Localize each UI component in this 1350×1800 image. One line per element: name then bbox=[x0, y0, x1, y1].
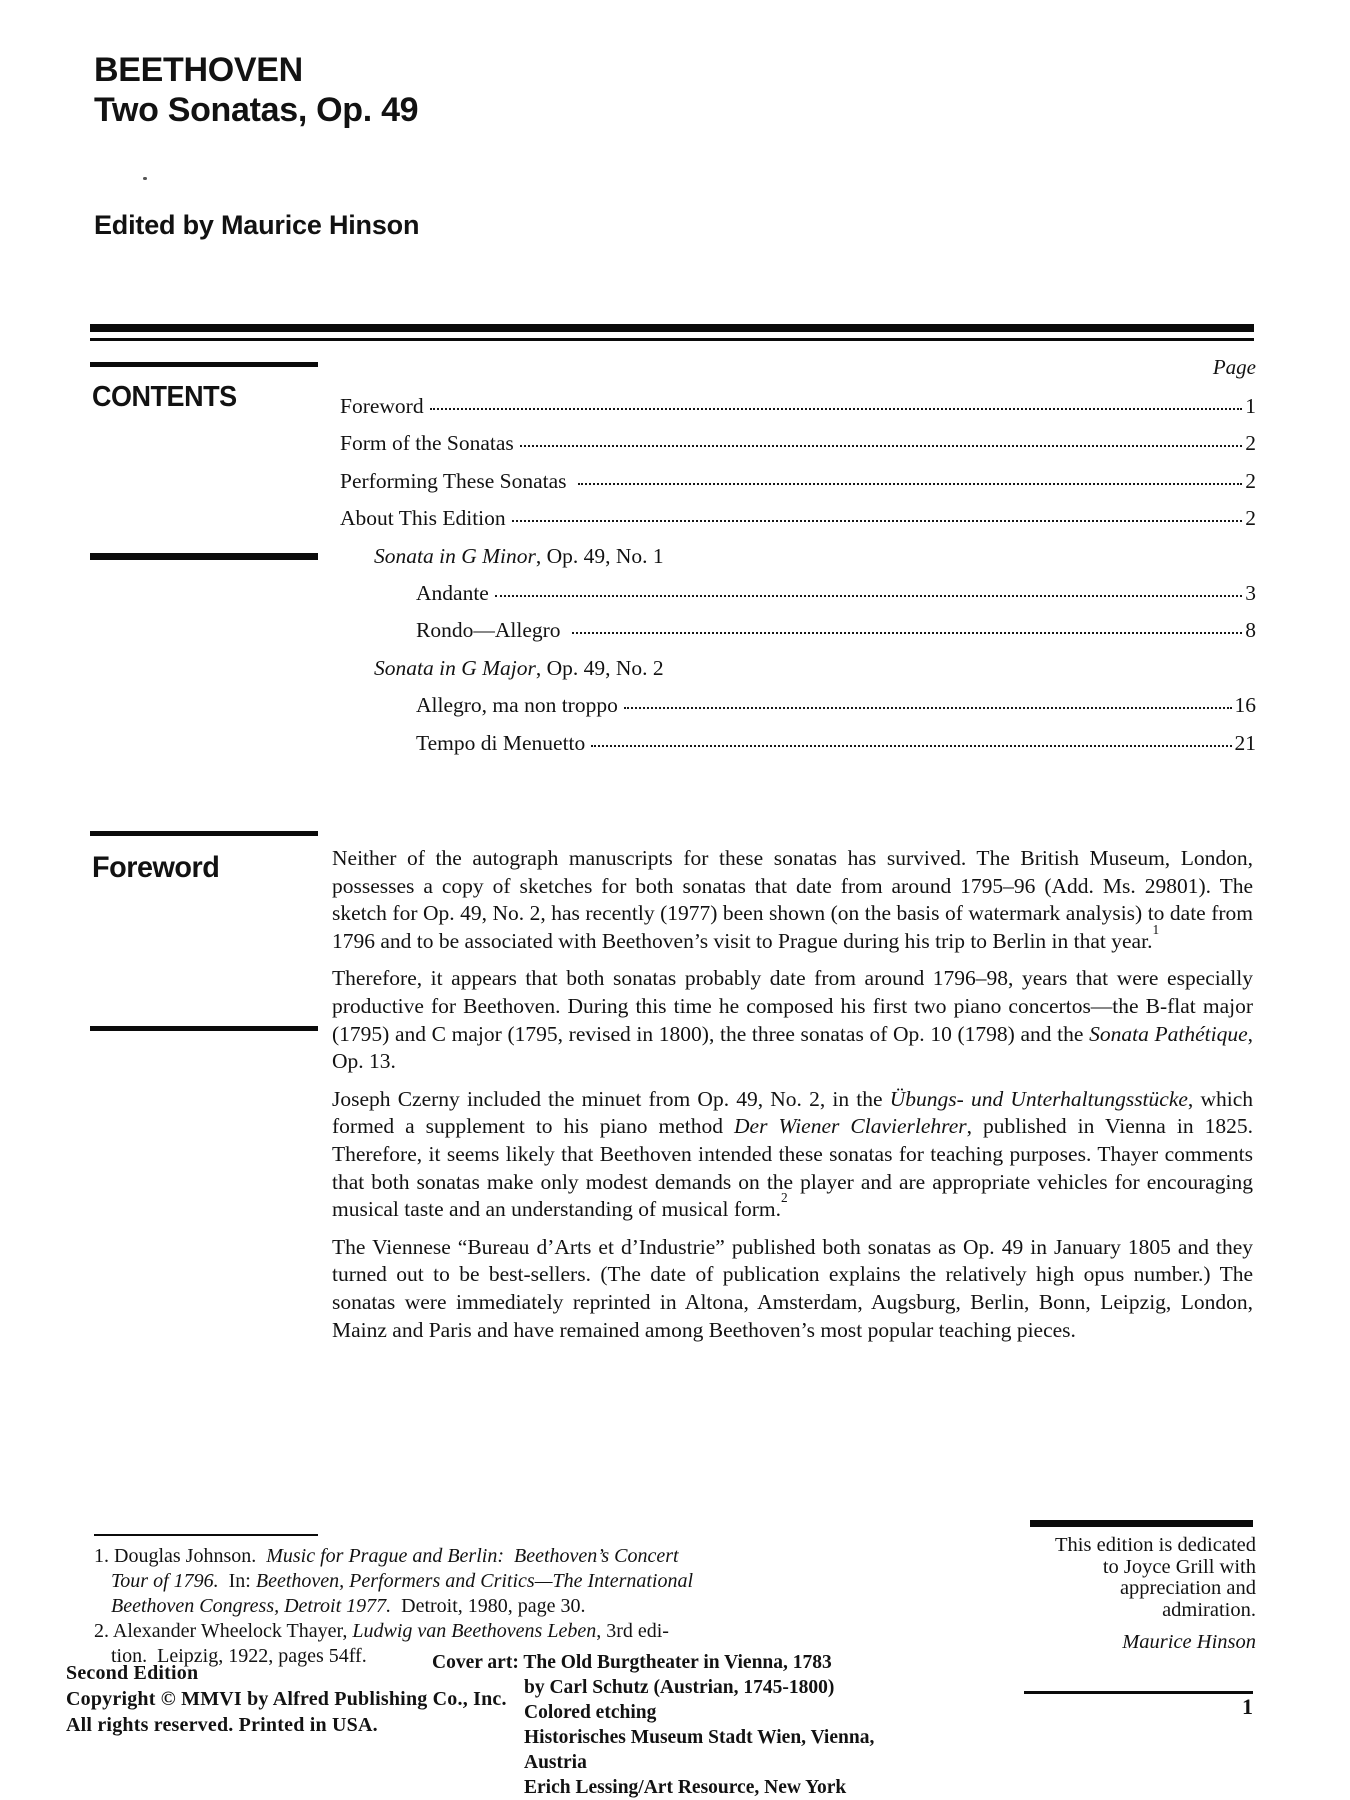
foreword-heading: Foreword bbox=[92, 851, 220, 884]
footnote-rule bbox=[94, 1534, 318, 1536]
toc-entry-work-title: Sonata in G Major bbox=[374, 655, 536, 680]
dot-leader bbox=[512, 520, 1243, 522]
cover-art-line: Colored etching bbox=[524, 1702, 657, 1723]
dedication-line: to Joyce Grill with bbox=[1102, 1555, 1256, 1578]
footnote-line bbox=[94, 1544, 679, 1569]
foreword-paragraph bbox=[332, 845, 1253, 955]
toc-entry-page: 21 bbox=[1234, 730, 1256, 755]
text-segment: Joseph Czerny included the minuet from Op. 49, No. 2, in the bbox=[332, 1086, 890, 1111]
text-segment: The Viennese “Bureau d’Arts et d’Industrie” published both sonatas as Op. 49 in January 1805 and they turned out to be best-sellers. (The date of publication explains the relatively high opus number.) The sonatas were immediately reprinted in Altona, Amsterdam, Augsburg, Berlin, Bonn, Leipzig, London, Mainz and Paris and have remained among Beethoven’s most popular teaching pieces. bbox=[332, 1234, 1253, 1342]
imprint-edition: Second Edition bbox=[66, 1662, 199, 1684]
title-line-2: Two Sonatas, Op. 49 bbox=[94, 91, 419, 129]
dedication-line: appreciation and bbox=[1119, 1577, 1256, 1599]
toc-entry-work-title: Sonata in G Minor bbox=[374, 543, 536, 568]
cover-art-line: Erich Lessing/Art Resource, New York bbox=[524, 1777, 847, 1798]
toc-entry-page: 8 bbox=[1245, 618, 1256, 643]
toc-entry bbox=[340, 573, 1256, 610]
dot-leader bbox=[495, 595, 1242, 597]
toc-entry bbox=[340, 610, 1256, 647]
text-segment: Tour of 1796. bbox=[111, 1570, 219, 1592]
dot-leader bbox=[578, 483, 1242, 485]
text-segment: Beethoven Congress, Detroit 1977. bbox=[111, 1595, 392, 1617]
contents-heading: CONTENTS bbox=[92, 381, 237, 413]
footnote-line bbox=[94, 1594, 654, 1619]
foreword-rule-bottom bbox=[90, 1026, 318, 1031]
toc-entry bbox=[340, 498, 1256, 535]
text-segment: In: bbox=[218, 1570, 256, 1592]
toc-entry-label: Rondo—Allegro bbox=[416, 618, 566, 643]
toc-entry-page: 2 bbox=[1245, 468, 1256, 493]
text-segment: Neither of the autograph manuscripts for these sonatas has survived. The British Museum, London, possesses a copy of sketches for both sonatas that date from around 1795–96 (Add. Ms. 29801). The sketch for Op. 49, No. 2, has recently (1977) been shown (on the basis of watermark analysis) to date from 1796 and to be associated with Beethoven’s visit to Prague during his trip to Berlin in that year. bbox=[332, 846, 1253, 953]
toc-entry-label: Allegro, ma non troppo bbox=[416, 693, 618, 718]
dedication-block bbox=[1000, 1535, 1256, 1654]
text-segment: Beethoven, Performers and Critics—The International bbox=[255, 1570, 694, 1592]
footnote-line bbox=[94, 1569, 694, 1594]
contents-rule-top bbox=[90, 362, 318, 367]
toc-entry-page: 2 bbox=[1245, 506, 1256, 531]
dedication-signature: Maurice Hinson bbox=[1122, 1631, 1256, 1653]
page-column-label: Page bbox=[1212, 355, 1256, 379]
cover-art-title: The Old Burgtheater in Vienna, 1783 bbox=[523, 1652, 832, 1673]
text-segment: , published in Vienna in 1825. Therefore, it seems likely that Beethoven intended these sonatas for teaching purposes. Thayer comments that both sonatas make only modest demands on the player and are appropriate vehicles for encouraging musical taste and an understanding of musical form. bbox=[332, 1114, 1253, 1222]
cover-art-credit bbox=[432, 1650, 912, 1800]
dot-leader bbox=[572, 632, 1242, 634]
dedication-line: admiration. bbox=[1162, 1598, 1256, 1621]
text-segment: Therefore, it appears that both sonatas probably date from around 1796–98, years that were especially productive for Beethoven. During this time he composed his first two piano concertos—the B-flat major (1795) and C major (1795, revised in 1800), the three sonatas of Op. 10 (1798) and the bbox=[332, 966, 1253, 1046]
contents-list bbox=[340, 386, 1256, 760]
toc-entry-label: , Op. 49, No. 1 bbox=[535, 543, 664, 568]
text-segment: Sonata Pathétique bbox=[1089, 1021, 1248, 1046]
text-segment: , which formed a supplement to his piano method bbox=[332, 1086, 1254, 1139]
cover-art-line: by Carl Schutz (Austrian, 1745-1800) bbox=[524, 1677, 835, 1698]
toc-entry-page: 3 bbox=[1245, 580, 1256, 605]
text-segment: Übungs- und Unterhaltungsstücke bbox=[889, 1086, 1188, 1111]
text-segment: Detroit, 1980, page 30. bbox=[391, 1595, 586, 1617]
toc-entry bbox=[340, 423, 1256, 460]
scan-speckle bbox=[143, 177, 147, 180]
top-double-rule-thin bbox=[90, 338, 1254, 341]
dot-leader bbox=[624, 707, 1232, 709]
text-segment: Ludwig van Beethovens Leben bbox=[352, 1620, 597, 1642]
toc-entry-label: Form of the Sonatas bbox=[340, 431, 514, 456]
text-segment: , 3rd edi- bbox=[596, 1620, 669, 1642]
toc-entry-label: About This Edition bbox=[340, 506, 506, 531]
toc-entry-label: Performing These Sonatas bbox=[340, 468, 572, 493]
foreword-paragraphs bbox=[332, 845, 1253, 1354]
page-number: 1 bbox=[1242, 1694, 1253, 1719]
editor-credit: Edited by Maurice Hinson bbox=[94, 210, 420, 240]
text-segment: Music for Prague and Berlin: Beethoven’s Concert bbox=[266, 1545, 679, 1567]
toc-entry bbox=[340, 461, 1256, 498]
toc-entry-label: , Op. 49, No. 2 bbox=[535, 655, 664, 680]
text-segment: 1. Douglas Johnson. bbox=[94, 1545, 267, 1567]
footnote-ref: 2 bbox=[781, 1189, 788, 1205]
footnote-ref: 1 bbox=[1152, 921, 1160, 937]
toc-entry-label: Foreword bbox=[340, 394, 424, 418]
dedication-rule-top bbox=[1030, 1520, 1253, 1527]
toc-entry bbox=[340, 723, 1256, 760]
contents-rule-bottom bbox=[90, 553, 318, 560]
cover-art-line: Historisches Museum Stadt Wien, Vienna, Austria bbox=[524, 1727, 875, 1773]
dot-leader bbox=[520, 445, 1242, 447]
foreword-paragraph bbox=[332, 965, 1253, 1075]
cover-art-label: Cover art: bbox=[432, 1652, 524, 1673]
imprint-copyright: Copyright © MMVI by Alfred Publishing Co., Inc. bbox=[66, 1688, 507, 1710]
text-segment: , Op. 13. bbox=[332, 1021, 1253, 1074]
toc-entry-page: 16 bbox=[1234, 693, 1256, 718]
foreword-paragraph bbox=[332, 1234, 1253, 1344]
toc-entry bbox=[340, 648, 1256, 685]
text-segment: Der Wiener Clavierlehrer bbox=[734, 1114, 967, 1139]
toc-entry bbox=[340, 386, 1256, 423]
toc-entry-page: 2 bbox=[1245, 431, 1256, 456]
cover-art-line bbox=[432, 1650, 912, 1675]
footnote-line bbox=[94, 1619, 669, 1644]
toc-entry-label: Andante bbox=[416, 580, 489, 605]
foreword-rule-top bbox=[90, 831, 318, 836]
toc-entry bbox=[340, 685, 1256, 722]
toc-entry bbox=[340, 536, 1256, 573]
text-segment: 2. Alexander Wheelock Thayer, bbox=[94, 1620, 353, 1642]
foreword-paragraph bbox=[332, 1086, 1253, 1224]
top-double-rule-thick bbox=[90, 324, 1254, 332]
dedication-line: This edition is dedicated bbox=[1055, 1534, 1256, 1556]
imprint-rights: All rights reserved. Printed in USA. bbox=[66, 1714, 378, 1736]
toc-entry-label: Tempo di Menuetto bbox=[416, 730, 586, 755]
text-segment: tion. Leipzig, 1922, pages 54ff. bbox=[111, 1645, 367, 1667]
page-title bbox=[94, 50, 418, 130]
dot-leader bbox=[591, 745, 1231, 747]
dot-leader bbox=[430, 408, 1243, 410]
toc-entry-page: 1 bbox=[1245, 394, 1256, 418]
title-line-1: BEETHOVEN bbox=[94, 51, 303, 89]
